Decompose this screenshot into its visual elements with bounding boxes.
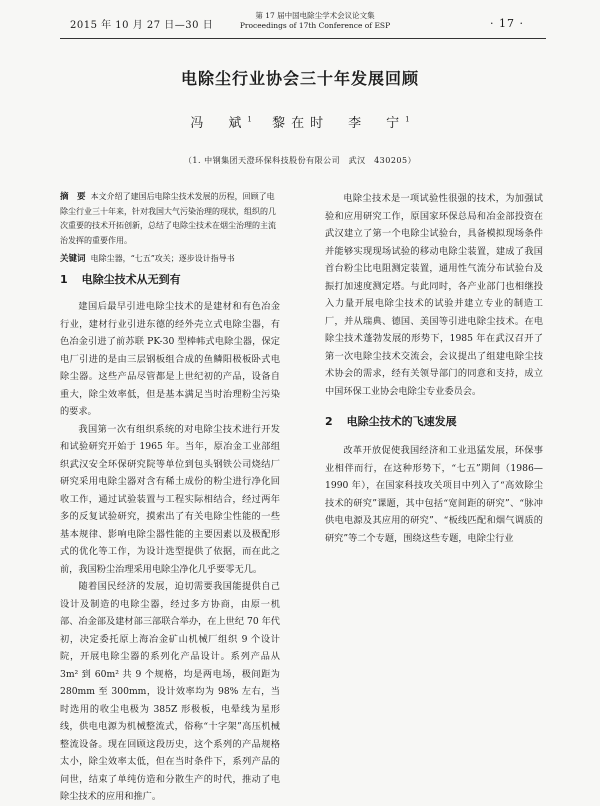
keywords-label: 关键词 xyxy=(60,254,86,264)
abstract-label: 摘 要 xyxy=(60,192,86,202)
left-column xyxy=(60,190,280,806)
right-column xyxy=(325,190,543,547)
body-paragraph: 建国后最早引进电除尘技术的是建材和有色冶金行业，建材行业引进东德的经外壳立式电除尘器，有色冶金引进了前苏联 PK-30 型棒帏式电除尘器，保定电厂引进的是由三层钢板组合成的鱼鳞阳极板卧式电除尘器。这些产品尽管都是上世纪初的产品，设备自重大，除尘效率低，但是基本满足当时治理粉尘污染的要求。 xyxy=(60,301,280,417)
page-header xyxy=(0,0,600,44)
section-heading xyxy=(60,272,280,288)
section-title: 电除尘技术的飞速发展 xyxy=(346,415,457,428)
section-number: 2 xyxy=(325,415,333,428)
body-paragraph: 随着国民经济的发展，迫切需要我国能提供自己设计及制造的电除尘器，经过多方协商，由原一机部、冶金部及建材部三部联合举办，在上世纪 70 年代初，决定委托原上海冶金矿山机械厂组织 9 个设计院，开展电除尘器的系列化产品设计。系列产品从 3m² 到 60m² 共 9 个规格，均是两电场，极间距为 280mm 至 300mm，设计效率均为 98% 左右，当时选用的收尘电极为 385Z 形极板，电晕线为星形线，供电电源为机械整流式，俗称“十字架”高压机械整流设备。现在回顾这段历史，这个系列的产品规格太小，除尘效率太低，但在当时条件下，系列产品的问世，结束了单纯仿造和分散生产的时代，推动了电除尘技术的应用和推广。 xyxy=(60,581,280,802)
section-heading xyxy=(325,414,543,430)
proceedings-title-en: Proceedings of 17th Conference of ESP xyxy=(239,21,391,30)
body-paragraph: 改革开放促使我国经济和工业迅猛发展，环保事业相伴而行，在这种形势下，“七五”期间（1986—1990 年），在国家科技攻关项目中列入了“高效除尘技术的研究”课题，其中包括“宽间距的研究”、“脉冲供电电源及其应用的研究”、“板线匹配和烟气调质的研究”等二个专题，围绕这些专题，电除尘行业 xyxy=(325,445,543,544)
header-divider xyxy=(60,38,546,39)
abstract-text: 本文介绍了建国后电除尘技术发展的历程，回顾了电除尘行业三十年来，针对我国大气污染治理的现状，组织的几次重要的技术开拓创新，总结了电除尘技术在烟尘治理的主流治发挥的重要作用。 xyxy=(60,192,276,245)
affiliation: （1. 中钢集团天澄环保科技股份有限公司 武汉 430205） xyxy=(183,156,417,165)
body-paragraph: 我国第一次有组织系统的对电除尘技术进行开发和试验研究开始于 1965 年。当年，原冶金工业部组织武汉安全环保研究院等单位到包头钢铁公司烧结厂研究采用电除尘器对含有稀土成份的粉尘进行净化回收工作，通过试验装置与工程实际相结合，经过两年多的反复试验研究，摸索出了有关电除尘性能的一些基本规律、影响电除尘器性能的主要因素以及极配形式的优化等工作，为设计选型提供了依据，而在此之前，我国粉尘治理采用电除尘净化几乎要零无几。 xyxy=(60,423,280,575)
author-name: 冯 斌 xyxy=(190,116,248,131)
section-title: 电除尘技术从无到有 xyxy=(81,273,181,286)
abstract xyxy=(60,190,280,248)
author-affil-mark: 1 xyxy=(405,115,410,124)
header-proceedings xyxy=(200,11,430,31)
author-affil-mark: 1 xyxy=(247,115,252,124)
keywords xyxy=(60,252,280,266)
header-date: 2015 年 10 月 27 日—30 日 xyxy=(70,20,214,31)
section-number: 1 xyxy=(60,273,68,286)
author-line xyxy=(0,112,600,131)
author-name: 黎在时 李 宁 xyxy=(272,116,406,131)
article-title: 电除尘行业协会三十年发展回顾 xyxy=(180,69,419,88)
keywords-text: 电除尘器，“七五”攻关；逐步设计指导书 xyxy=(90,254,235,263)
body-paragraph: 电除尘技术是一项试验性很强的技术，为加强试验和应用研究工作，原国家环保总局和冶金部投资在武汉建立了第一个电除尘试验台，具备模拟现场条件并能够实现现场试验的移动电除尘装置，建成了我国首台粉尘比电阻测定装置，通用性气流分布试验台及振打加速度测定塔。与此同时，各产业部门也相继投入力量开展电除尘技术的试验并建立专业的制造工厂，并从瑞典、德国、美国等引进电除尘技术。在电除尘技术蓬勃发展的形势下，1985 年在武汉召开了第一次电除尘技术交流会，会议提出了组建电除尘技术协会的需求，经有关领导部门的同意和支持，成立中国环保工业协会电除尘专业委员会。 xyxy=(325,193,543,397)
proceedings-title-cn: 第 17 届中国电除尘学术会议论文集 xyxy=(255,11,375,20)
page-number: · 17 · xyxy=(490,17,524,30)
